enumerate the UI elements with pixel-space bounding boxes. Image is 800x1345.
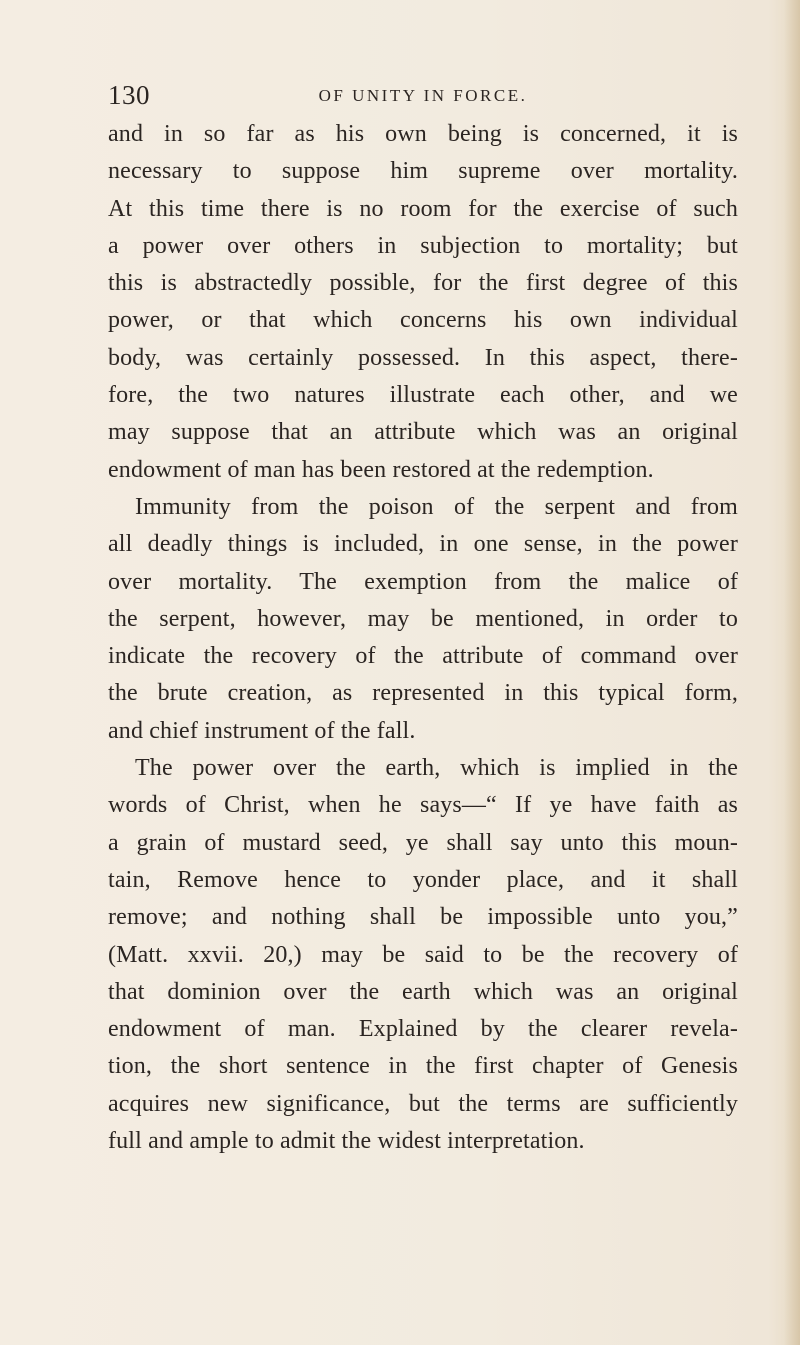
- text-line: necessary to suppose him supreme over mortality.: [108, 158, 738, 185]
- text-line: The power over the earth, which is implied in the: [135, 755, 738, 782]
- text-line: over mortality. The exemption from the malice of: [108, 568, 738, 595]
- text-line: power, or that which concerns his own individual: [108, 307, 738, 334]
- text-line: tion, the short sentence in the first chapter of Genesis: [108, 1053, 738, 1080]
- page-number: 130: [108, 80, 150, 110]
- text-line: body, was certainly possessed. In this aspect, there-: [108, 344, 738, 371]
- text-line: and in so far as his own being is concerned, it is: [108, 121, 738, 147]
- text-line: At this time there is no room for the exercise of such: [108, 195, 738, 222]
- body-text: [108, 116, 738, 1160]
- text-line: full and ample to admit the widest interpretation.: [108, 1128, 585, 1155]
- text-line: indicate the recovery of the attribute of command over: [108, 643, 738, 670]
- text-line: that dominion over the earth which was an original: [108, 978, 738, 1005]
- text-line: endowment of man. Explained by the clearer revela-: [108, 1016, 738, 1043]
- text-line: the serpent, however, may be mentioned, in order to: [108, 605, 738, 632]
- running-head: [108, 80, 738, 116]
- text-line: may suppose that an attribute which was an original: [108, 419, 738, 446]
- text-line: and chief instrument of the fall.: [108, 717, 416, 744]
- text-line: this is abstractedly possible, for the first degree of this: [108, 270, 738, 297]
- text-line: endowment of man has been restored at the redemption.: [108, 456, 654, 483]
- text-line: tain, Remove hence to yonder place, and it shall: [108, 866, 738, 893]
- text-line: fore, the two natures illustrate each other, and we: [108, 382, 738, 409]
- text-line: acquires new significance, but the terms are sufficiently: [108, 1090, 738, 1117]
- text-line: all deadly things is included, in one sense, in the power: [108, 531, 738, 558]
- text-line: the brute creation, as represented in this typical form,: [108, 680, 738, 707]
- text-line: a grain of mustard seed, ye shall say unto this moun-: [108, 829, 738, 856]
- running-title: OF UNITY IN FORCE.: [318, 86, 528, 105]
- text-line: a power over others in subjection to mortality; but: [108, 232, 738, 259]
- text-line: remove; and nothing shall be impossible unto you,”: [108, 904, 738, 931]
- text-line: (Matt. xxvii. 20,) may be said to be the recovery of: [108, 941, 738, 968]
- text-line: Immunity from the poison of the serpent and from: [135, 493, 738, 520]
- page-edge-shadow: [784, 0, 800, 1345]
- text-line: words of Christ, when he says—“ If ye have faith as: [108, 792, 738, 819]
